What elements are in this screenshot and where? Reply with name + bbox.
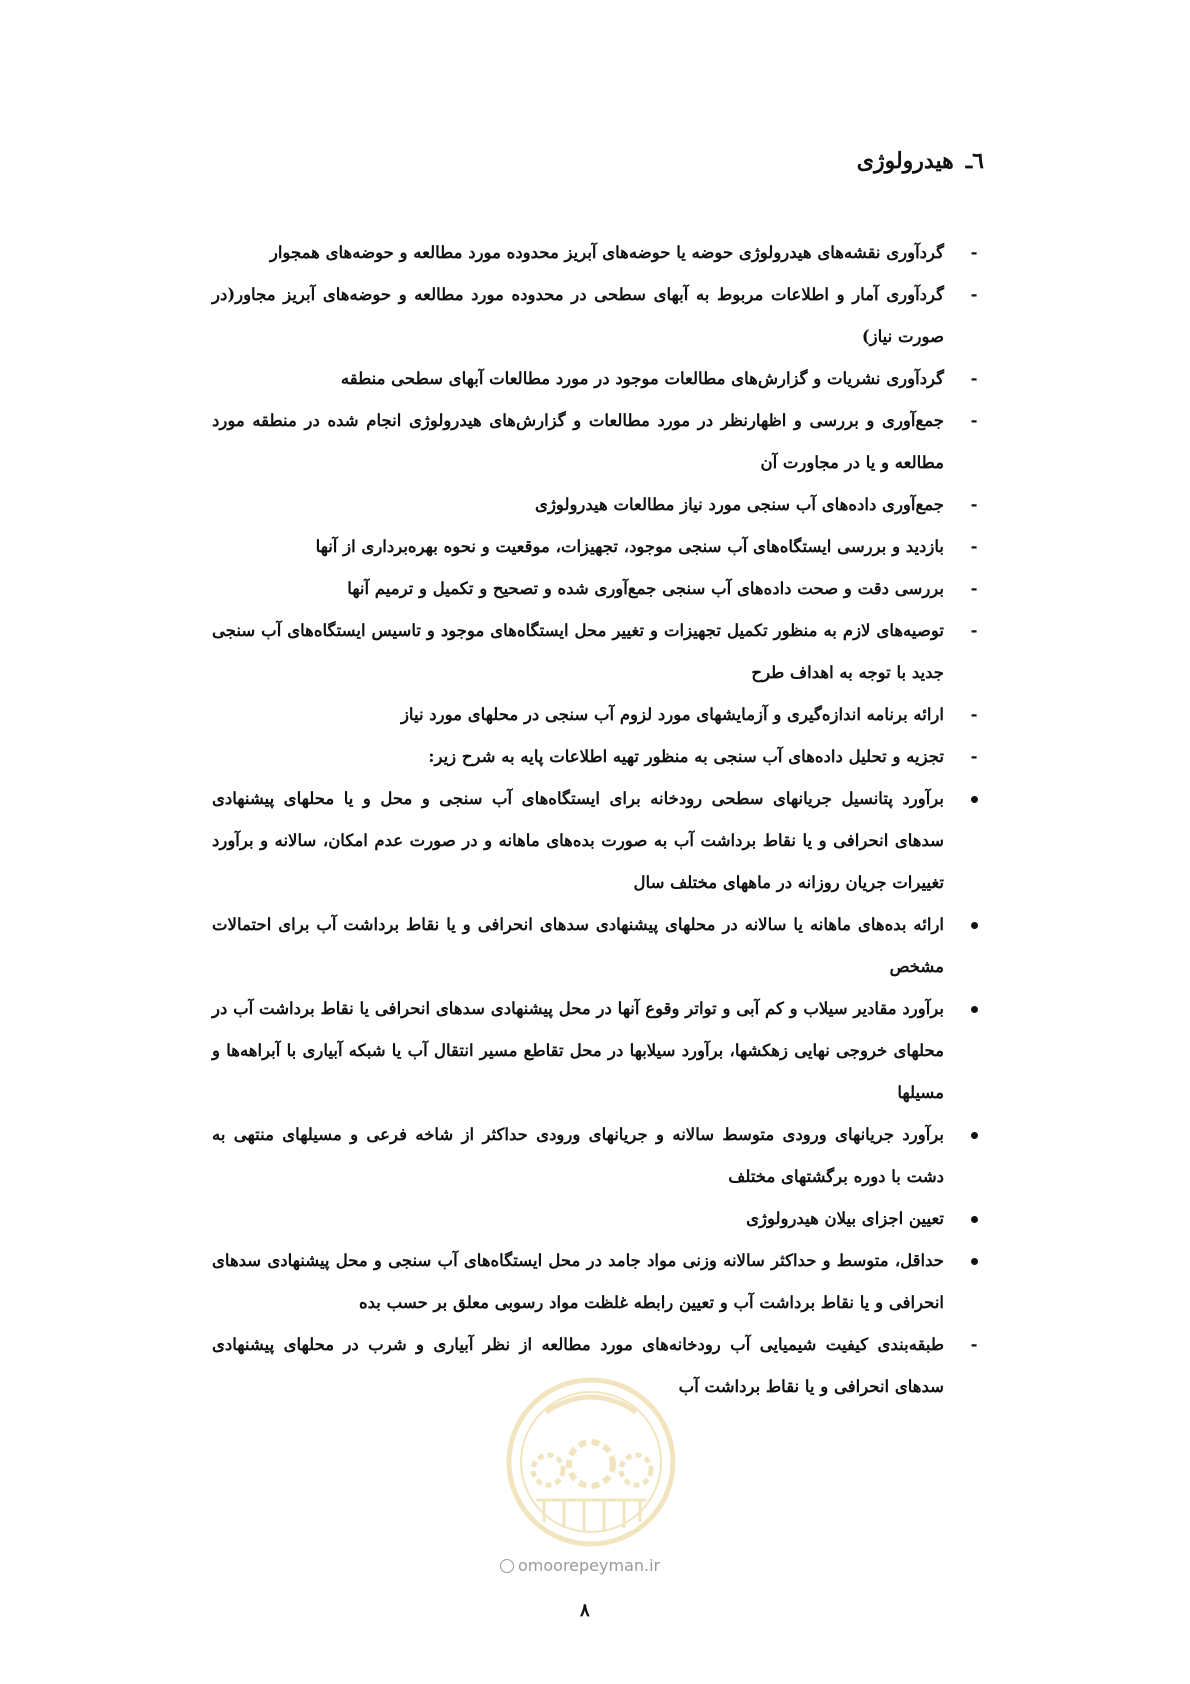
- dash-marker: -: [970, 243, 978, 262]
- dash-marker: -: [970, 621, 978, 640]
- bullet-dot-icon: [971, 796, 978, 803]
- list-item-text: برآورد مقادیر سیلاب و کم آبی و تواتر وقوع آنها در محل پیشنهادی سدهای انحرافی یا نقاط برداشت آب در محلهای خروجی نهایی زهکشها، برآورد سیلابها در محل تقاطع مسیر انتقال آب یا شبکه آبیاری با آبراهه‌ها و مسیلها: [212, 999, 944, 1102]
- list-item-text: جمع‌آوری داده‌های آب سنجی مورد نیاز مطالعات هیدرولوژی: [535, 495, 944, 514]
- list-item-text: تجزیه و تحلیل داده‌های آب سنجی به منظور تهیه اطلاعات پایه به شرح زیر:: [428, 747, 944, 766]
- dash-marker: -: [970, 579, 978, 598]
- list-item: [212, 610, 984, 694]
- list-item: [212, 484, 984, 526]
- list-item-text: ارائه بده‌های ماهانه یا سالانه در محلهای پیشنهادی سدهای انحرافی و یا نقاط برداشت آب برای احتمالات مشخص: [212, 915, 944, 976]
- dash-marker: -: [970, 285, 978, 304]
- bullet-marker: [964, 904, 984, 946]
- list-item-text: تعیین اجزای بیلان هیدرولوژی: [746, 1209, 944, 1228]
- seal-watermark-icon: [486, 1372, 696, 1552]
- dash-marker: -: [970, 705, 978, 724]
- list-item-text: حداقل، متوسط و حداکثر سالانه وزنی مواد جامد در محل ایستگاه‌های آب سنجی و محل پیشنهادی سدهای انحرافی و یا نقاط برداشت آب و تعیین رابطه غلظت مواد رسوبی معلق بر حسب بده: [212, 1251, 944, 1312]
- dash-marker: -: [970, 495, 978, 514]
- list-item-text: گردآوری نشریات و گزارش‌های مطالعات موجود در مورد مطالعات آبهای سطحی منطقه: [340, 369, 944, 388]
- list-item: [212, 526, 984, 568]
- list-item: [212, 1240, 984, 1324]
- dash-marker: -: [970, 369, 978, 388]
- list-item: [212, 694, 984, 736]
- list-item-text: گردآوری آمار و اطلاعات مربوط به آبهای سطحی در محدوده مورد مطالعه و حوضه‌های آبریز مجاور(در صورت نیاز): [212, 285, 944, 346]
- list-item-text: بررسی دقت و صحت داده‌های آب سنجی جمع‌آوری شده و تصحیح و تکمیل و ترمیم آنها: [347, 579, 944, 598]
- bullet-dot-icon: [971, 1132, 978, 1139]
- list-item: [212, 232, 984, 274]
- list-item: [212, 1114, 984, 1198]
- item-list: [212, 232, 984, 1408]
- bullet-marker: [964, 1198, 984, 1240]
- list-item-text: گردآوری نقشه‌های هیدرولوژی حوضه یا حوضه‌های آبریز محدوده مورد مطالعه و حوضه‌های همجوار: [269, 243, 944, 262]
- list-item: [212, 736, 984, 778]
- section-title: هیدرولوژی: [856, 148, 954, 174]
- list-item: [212, 400, 984, 484]
- footer-website: [500, 1556, 660, 1575]
- bullet-marker: [964, 1240, 984, 1282]
- dash-marker: -: [970, 747, 978, 766]
- list-item: [212, 1198, 984, 1240]
- list-item: [212, 568, 984, 610]
- page-number: ۸: [580, 1600, 590, 1621]
- list-item-text: توصیه‌های لازم به منظور تکمیل تجهیزات و تغییر محل ایستگاه‌های موجود و تاسیس ایستگاه‌های آب سنجی جدید با توجه به اهداف طرح: [212, 621, 944, 682]
- bullet-marker: [964, 778, 984, 820]
- list-item: [212, 358, 984, 400]
- dash-marker: -: [970, 537, 978, 556]
- list-item-text: برآورد پتانسیل جریانهای سطحی رودخانه برای ایستگاه‌های آب سنجی و محل و یا محلهای پیشنهادی سدهای انحرافی و یا نقاط برداشت آب به صورت بده‌های ماهانه و در صورت عدم امکان، سالانه و برآورد تغییرات جریان روزانه در ماههای مختلف سال: [212, 789, 944, 892]
- section-heading: [857, 148, 984, 174]
- list-item-text: جمع‌آوری و بررسی و اظهارنظر در مورد مطالعات و گزارش‌های هیدرولوژی انجام شده در منطقه مورد مطالعه و یا در مجاورت آن: [212, 411, 944, 472]
- bullet-dot-icon: [971, 1006, 978, 1013]
- bullet-dot-icon: [971, 922, 978, 929]
- dash-marker: -: [970, 411, 978, 430]
- list-item-text: ارائه برنامه اندازه‌گیری و آزمایشهای مورد لزوم آب سنجی در محلهای مورد نیاز: [400, 705, 944, 724]
- list-item: [212, 274, 984, 358]
- dash-marker: -: [970, 1335, 978, 1354]
- bullet-dot-icon: [971, 1216, 978, 1223]
- list-item-text: طبقه‌بندی کیفیت شیمیایی آب رودخانه‌های مورد مطالعه از نظر آبیاری و شرب در محلهای پیشنهادی سدهای انحرافی و یا نقاط برداشت آب: [212, 1335, 944, 1396]
- website-text: omoorepeyman.ir: [518, 1556, 661, 1575]
- bullet-marker: [964, 988, 984, 1030]
- list-item-text: برآورد جریانهای ورودی متوسط سالانه و جریانهای ورودی حداکثر از شاخه فرعی و مسیلهای منتهی به دشت با دوره برگشتهای مختلف: [212, 1125, 944, 1186]
- list-item: [212, 988, 984, 1114]
- section-number: ٦ـ: [965, 148, 984, 174]
- list-item: [212, 778, 984, 904]
- list-item: [212, 904, 984, 988]
- globe-icon: [500, 1559, 514, 1573]
- bullet-marker: [964, 1114, 984, 1156]
- bullet-dot-icon: [971, 1258, 978, 1265]
- list-item-text: بازدید و بررسی ایستگاه‌های آب سنجی موجود، تجهیزات، موقعیت و نحوه بهره‌برداری از آنها: [315, 537, 944, 556]
